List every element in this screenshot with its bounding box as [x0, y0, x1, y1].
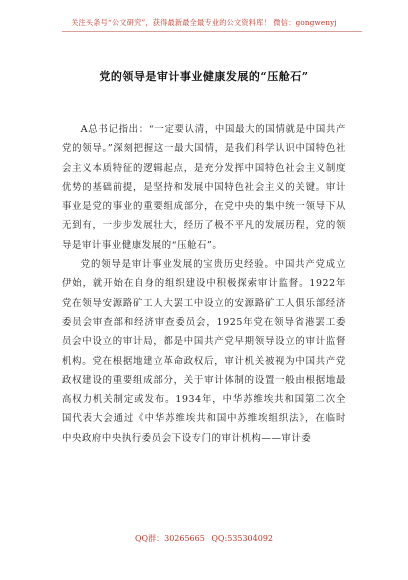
footer-qq-group: QQ群：30265665 [134, 534, 205, 543]
paragraph-1: A总书记指出：“一定要认清，中国最大的国情就是中国共产党的领导。”深刻把握这一最大国情，是我们科学认识中国特色社会主义本质特征的逻辑起点，是充分发挥中国特色社会主义制度优势的基础前提，是坚持和发展中国特色社会主义的关键。审计事业是党的事业的重要组成部分，在党中央的集中统一领导下从无到有，一步步发展壮大，经历了极不平凡的发展历程，党的领导是审计事业健康发展的“压舱石”。 [62, 124, 346, 251]
header-banner: 关注头条号“公文研究”，获得最新最全最专业的公文资料库！ 微信：gongwenyj [71, 18, 337, 27]
footer-banner [0, 533, 408, 544]
paragraph-2: 党的领导是审计事业发展的宝贵历史经验。中国共产党成立伊始，就开始在自身的组织建设中积极探索审计监督。1922年党在领导安源路矿工人大罢工中设立的安源路矿工人俱乐部经济委员会审查部和经济审查委员会，1925年党在领导省港罢工委员会中设立的审计局，都是中国共产党早期领导设立的审计监督机构。党在根据地建立革命政权后，审计机关被视为中国共产党政权建设的重要组成部分，关于审计体制的设置一般由根据地最高权力机关制定或发布。1934年，中华苏维埃共和国第二次全国代表大会通过《中华苏维埃共和国中苏维埃组织法》，在临时中央政府中央执行委员会下设专门的审计机构——审计委 [62, 259, 346, 444]
document-body [62, 120, 346, 448]
document-title: 党的领导是审计事业健康发展的“压舱石” [99, 70, 309, 83]
footer-qq: QQ:535304092 [211, 534, 273, 543]
header-divider [62, 31, 362, 32]
